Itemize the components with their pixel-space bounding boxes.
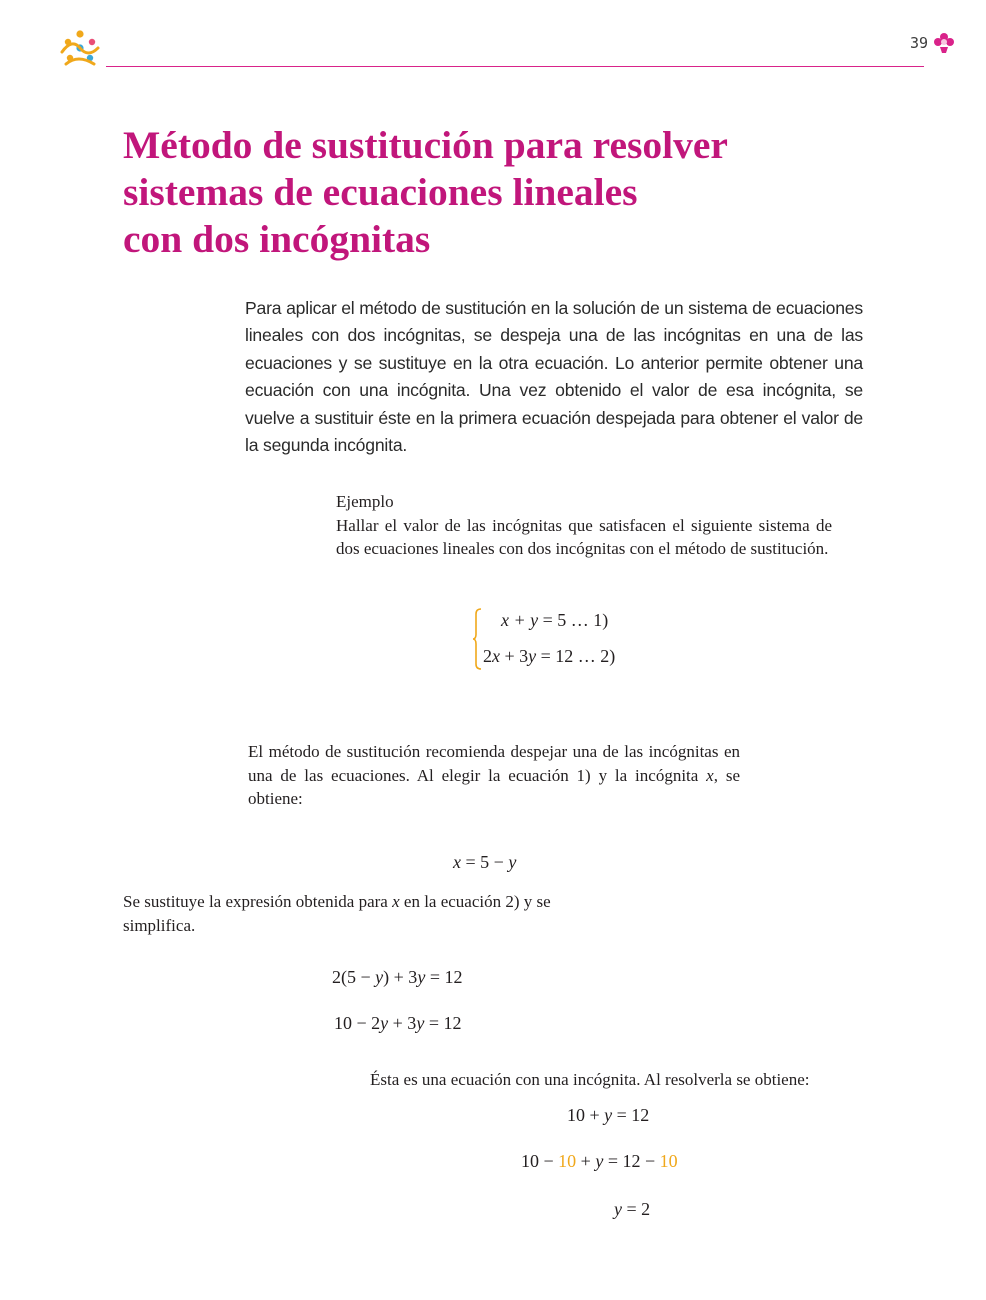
s2-var-y: y bbox=[380, 1013, 389, 1033]
example-text: Hallar el valor de las incógnitas que satisfacen el siguiente sistema de dos ecuaciones lineales con dos incógnitas con el método de sustitución. bbox=[336, 515, 832, 558]
title-line-1: Método de sustitución para resolver bbox=[123, 123, 728, 167]
substitute-text-before: Se sustituye la expresión obtenida para bbox=[123, 892, 393, 911]
eqx-mid: = 5 − bbox=[461, 852, 509, 872]
r3-var-y: y bbox=[614, 1199, 622, 1219]
s2-c: = 12 bbox=[424, 1013, 462, 1033]
r2-c: = 12 − bbox=[603, 1151, 660, 1171]
r1-b: = 12 bbox=[612, 1105, 650, 1125]
s1-var-y2: y bbox=[417, 967, 426, 987]
eq2-var-y: y bbox=[528, 646, 537, 666]
eqx-var-x: x bbox=[453, 852, 461, 872]
resolve-paragraph: Ésta es una ecuación con una incógnita. Al resolverla se obtiene: bbox=[370, 1070, 810, 1089]
system-equation-1 bbox=[501, 610, 608, 631]
s1-b: ) + 3 bbox=[383, 967, 418, 987]
solution-step-1 bbox=[567, 1105, 649, 1126]
s2-a: 10 − 2 bbox=[334, 1013, 381, 1033]
r2-var-y: y bbox=[595, 1151, 604, 1171]
eq1-rhs: = 5 … 1) bbox=[542, 610, 609, 630]
dots-logo-icon bbox=[58, 28, 102, 68]
r1-a: 10 + bbox=[567, 1105, 605, 1125]
system-brace bbox=[472, 608, 482, 670]
eq2-coef: 2 bbox=[483, 646, 492, 666]
substitute-paragraph bbox=[123, 890, 593, 937]
s1-a: 2(5 − bbox=[332, 967, 376, 987]
r1-var-y: y bbox=[604, 1105, 613, 1125]
s2-b: + 3 bbox=[388, 1013, 417, 1033]
example-label: Ejemplo bbox=[336, 492, 394, 511]
r2-highlight-2: 10 bbox=[659, 1151, 678, 1171]
s1-c: = 12 bbox=[425, 967, 463, 987]
substitution-step-1 bbox=[332, 967, 462, 988]
eq2-rhs: = 12 … 2) bbox=[536, 646, 616, 666]
method-paragraph bbox=[248, 740, 740, 811]
s2-var-y2: y bbox=[416, 1013, 425, 1033]
eq2-mid: + 3 bbox=[500, 646, 529, 666]
r2-b: + bbox=[576, 1151, 596, 1171]
r2-a: 10 − bbox=[521, 1151, 559, 1171]
method-var: x bbox=[706, 765, 714, 785]
substitute-var: x bbox=[392, 892, 400, 911]
solution-step-2 bbox=[521, 1151, 678, 1172]
equation-x-isolated bbox=[453, 852, 516, 873]
system-equation-2 bbox=[483, 646, 615, 667]
page-title bbox=[123, 122, 883, 263]
r3-b: = 2 bbox=[622, 1199, 651, 1219]
title-line-2: sistemas de ecuaciones lineales bbox=[123, 170, 638, 214]
intro-paragraph: Para aplicar el método de sustitución en la solución de un sistema de ecuaciones lineales con dos incógnitas, se despeja una de las incógnitas en una de las ecuaciones y se sustituye en la otra ecuación. Lo anterior permite obtener una ecuación con una incógnita. Una vez obtenido el valor de esa incógnita, se vuelve a sustituir éste en la primera ecuación despejada para obtener el valor de la segunda incógnita. bbox=[245, 298, 863, 456]
r2-highlight-1: 10 bbox=[558, 1151, 577, 1171]
title-line-3: con dos incógnitas bbox=[123, 217, 431, 261]
eqx-var-y: y bbox=[508, 852, 517, 872]
eq1-lhs: x + y bbox=[501, 610, 539, 630]
example-block bbox=[336, 490, 832, 561]
header-rule bbox=[106, 66, 924, 67]
method-text-after: , se obtiene: bbox=[248, 765, 740, 808]
s1-var-y: y bbox=[375, 967, 384, 987]
substitution-step-2 bbox=[334, 1013, 461, 1034]
flower-icon bbox=[933, 31, 955, 55]
method-text-before: El método de sustitución recomienda despejar una de las incógnitas en una de las ecuaciones. Al elegir la ecuación 1) y la incógnita bbox=[248, 742, 740, 785]
eq2-var-x: x bbox=[492, 646, 500, 666]
substitute-text-after: en la ecuación 2) y se simplifica. bbox=[123, 892, 551, 935]
page-number: 39 bbox=[909, 34, 928, 52]
solution-step-3 bbox=[614, 1199, 650, 1220]
